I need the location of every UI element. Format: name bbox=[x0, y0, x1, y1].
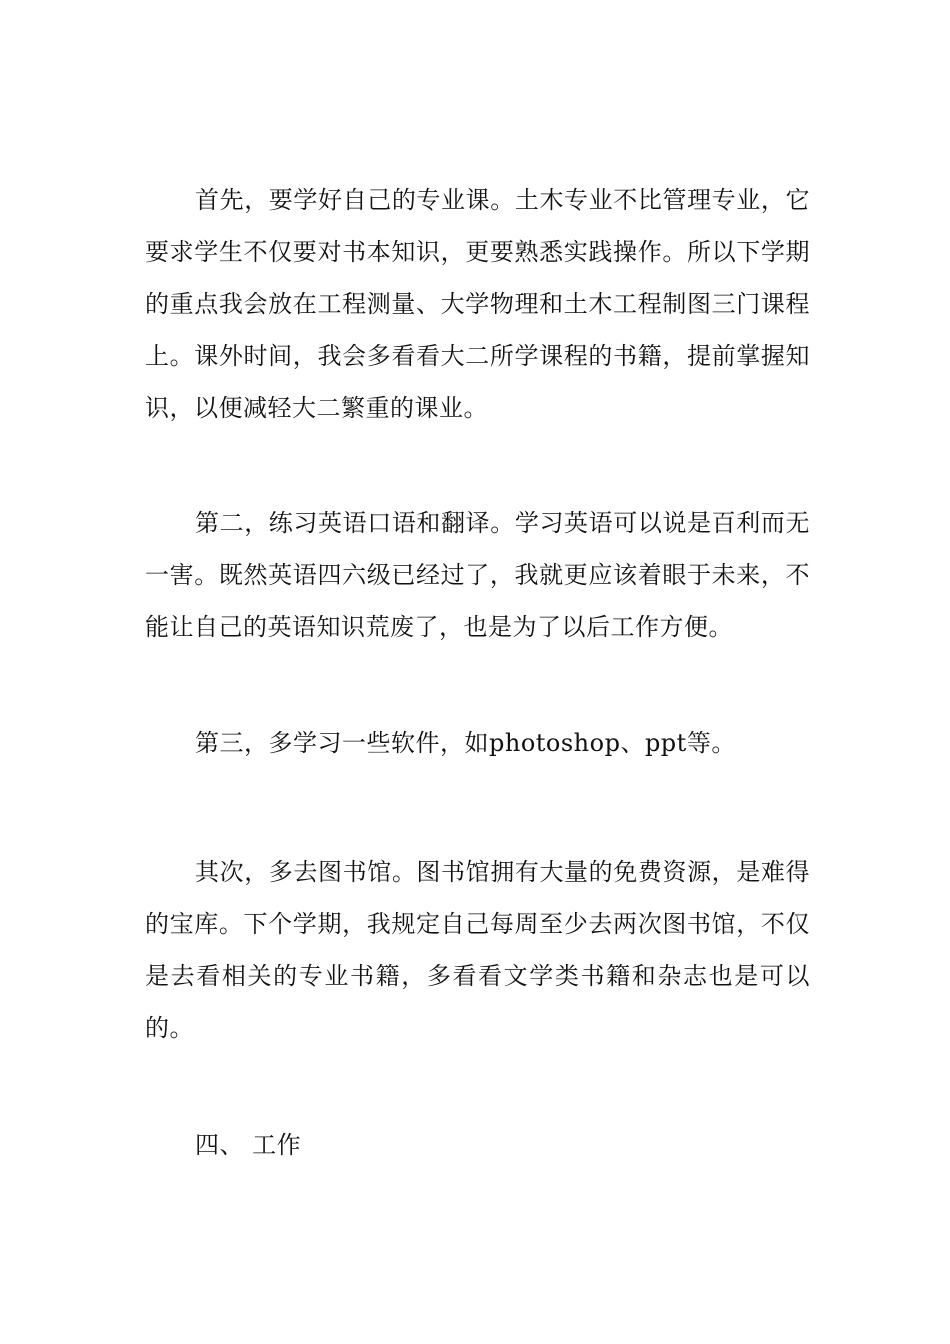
paragraph-study-major: 首先，要学好自己的专业课。土木专业不比管理专业，它要求学生不仅要对书本知识，更要熟悉实践操作。所以下学期的重点我会放在工程测量、大学物理和土木工程制图三门课程上。课外时间，我会多看看大二所学课程的书籍，提前掌握知识，以便减轻大二繁重的课业。 bbox=[145, 186, 810, 422]
paragraph-library: 其次，多去图书馆。图书馆拥有大量的免费资源，是难得的宝库。下个学期，我规定自己每周至少去两次图书馆，不仅是去看相关的专业书籍，多看看文学类书籍和杂志也是可以的。 bbox=[145, 858, 810, 1042]
paragraph-english-practice: 第二，练习英语口语和翻译。学习英语可以说是百利而无一害。既然英语四六级已经过了，我就更应该着眼于未来，不能让自己的英语知识荒废了，也是为了以后工作方便。 bbox=[145, 509, 810, 641]
section-heading-work: 四、 工作 bbox=[195, 1131, 302, 1159]
paragraph-software-learning: 第三，多学习一些软件，如photoshop、ppt等。 bbox=[195, 729, 736, 757]
